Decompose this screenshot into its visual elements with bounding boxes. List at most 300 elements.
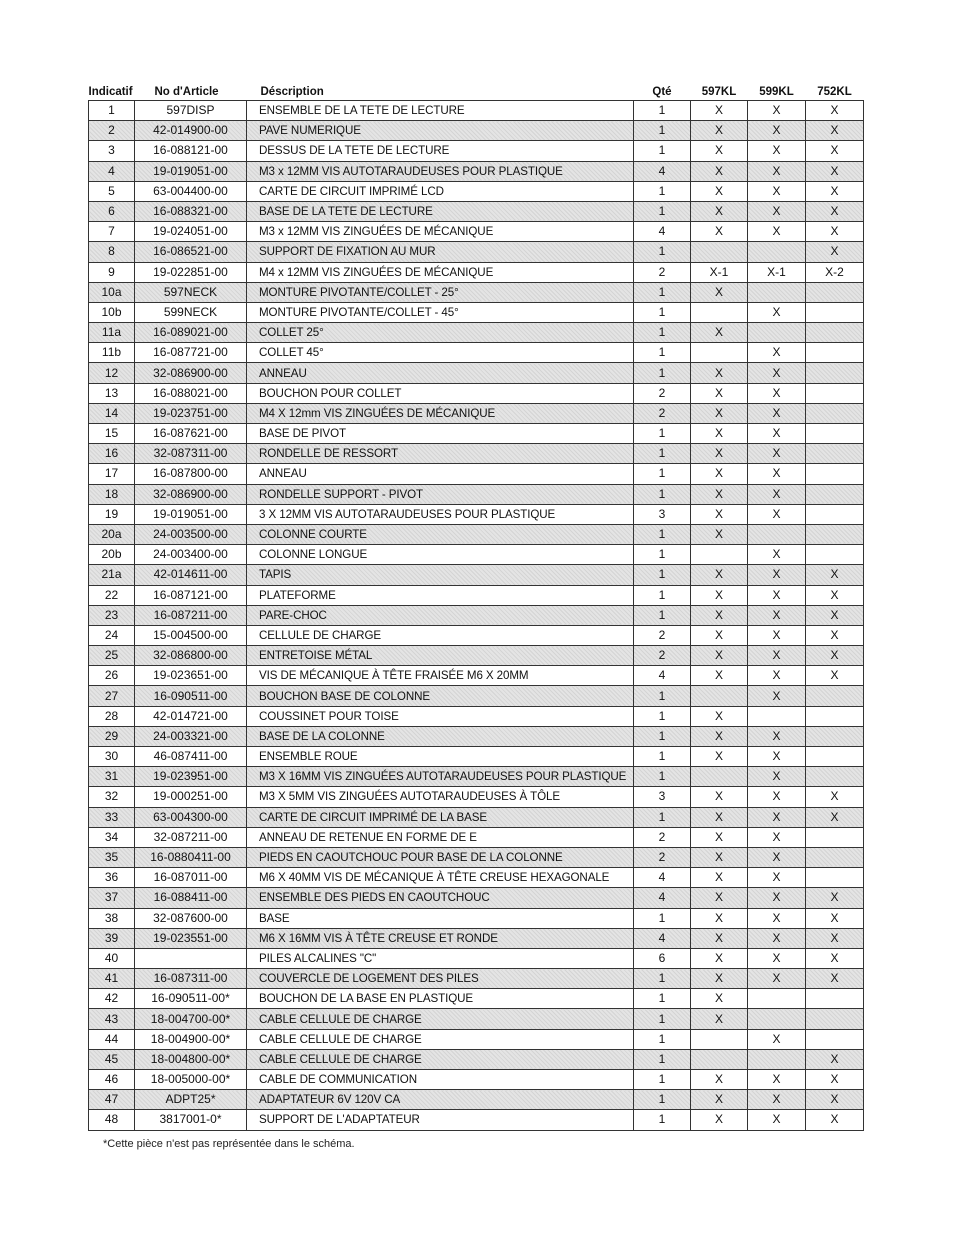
cell-599kl: X	[748, 201, 806, 221]
cell-indicatif: 27	[89, 686, 135, 706]
cell-597kl: X	[691, 827, 748, 847]
cell-qte: 1	[634, 484, 691, 504]
cell-qte: 1	[634, 242, 691, 262]
cell-indicatif: 10a	[89, 282, 135, 302]
cell-qte: 1	[634, 323, 691, 343]
parts-table	[88, 80, 864, 1131]
cell-qte: 1	[634, 726, 691, 746]
cell-description: M4 X 12mm VIS ZINGUÉES DE MÉCANIQUE	[247, 403, 634, 423]
cell-indicatif: 48	[89, 1110, 135, 1130]
cell-qte: 1	[634, 464, 691, 484]
cell-597kl: X	[691, 747, 748, 767]
cell-description: COLONNE LONGUE	[247, 545, 634, 565]
cell-article: 16-090511-00	[135, 686, 247, 706]
cell-indicatif: 46	[89, 1070, 135, 1090]
cell-article: 19-022851-00	[135, 262, 247, 282]
cell-indicatif: 39	[89, 928, 135, 948]
cell-qte: 1	[634, 545, 691, 565]
cell-description: BOUCHON POUR COLLET	[247, 383, 634, 403]
cell-597kl: X	[691, 989, 748, 1009]
cell-indicatif: 1	[89, 101, 135, 121]
cell-article: 15-004500-00	[135, 625, 247, 645]
cell-description: M3 x 12MM VIS AUTOTARAUDEUSES POUR PLASTIQUE	[247, 161, 634, 181]
cell-qte: 2	[634, 262, 691, 282]
cell-description: ENTRETOISE MÉTAL	[247, 646, 634, 666]
cell-qte: 4	[634, 222, 691, 242]
table-row	[89, 625, 864, 645]
cell-599kl: X	[748, 1029, 806, 1049]
cell-qte: 4	[634, 888, 691, 908]
cell-597kl	[691, 545, 748, 565]
cell-599kl: X	[748, 888, 806, 908]
cell-qte: 1	[634, 201, 691, 221]
cell-752kl	[806, 484, 864, 504]
cell-752kl	[806, 767, 864, 787]
cell-description: 3 X 12MM VIS AUTOTARAUDEUSES POUR PLASTIQUE	[247, 504, 634, 524]
cell-description: MONTURE PIVOTANTE/COLLET - 25°	[247, 282, 634, 302]
cell-599kl: X	[748, 383, 806, 403]
cell-752kl	[806, 403, 864, 423]
cell-description: MONTURE PIVOTANTE/COLLET - 45°	[247, 302, 634, 322]
cell-article: 16-087800-00	[135, 464, 247, 484]
cell-597kl: X	[691, 969, 748, 989]
cell-indicatif: 11b	[89, 343, 135, 363]
cell-description: ENSEMBLE DE LA TETE DE LECTURE	[247, 101, 634, 121]
cell-599kl: X	[748, 161, 806, 181]
cell-597kl: X	[691, 948, 748, 968]
cell-752kl: X	[806, 807, 864, 827]
cell-indicatif: 13	[89, 383, 135, 403]
cell-article: 32-087211-00	[135, 827, 247, 847]
table-row	[89, 1029, 864, 1049]
cell-qte: 1	[634, 121, 691, 141]
cell-752kl: X	[806, 161, 864, 181]
cell-description: ENSEMBLE DES PIEDS EN CAOUTCHOUC	[247, 888, 634, 908]
cell-597kl: X	[691, 706, 748, 726]
cell-752kl	[806, 847, 864, 867]
cell-599kl	[748, 323, 806, 343]
cell-599kl: X	[748, 767, 806, 787]
cell-qte: 1	[634, 524, 691, 544]
cell-article: 32-086900-00	[135, 363, 247, 383]
table-row	[89, 827, 864, 847]
cell-599kl: X	[748, 141, 806, 161]
cell-qte: 1	[634, 424, 691, 444]
cell-599kl	[748, 989, 806, 1009]
cell-article: 19-023751-00	[135, 403, 247, 423]
cell-597kl	[691, 1029, 748, 1049]
table-row	[89, 989, 864, 1009]
cell-indicatif: 8	[89, 242, 135, 262]
cell-article: 16-087121-00	[135, 585, 247, 605]
cell-description: DESSUS DE LA TETE DE LECTURE	[247, 141, 634, 161]
cell-599kl: X	[748, 343, 806, 363]
cell-qte: 1	[634, 908, 691, 928]
cell-indicatif: 37	[89, 888, 135, 908]
cell-qte: 1	[634, 101, 691, 121]
table-row	[89, 565, 864, 585]
cell-article: 46-087411-00	[135, 747, 247, 767]
cell-indicatif: 2	[89, 121, 135, 141]
cell-indicatif: 47	[89, 1090, 135, 1110]
cell-description: ANNEAU	[247, 464, 634, 484]
cell-description: BASE	[247, 908, 634, 928]
cell-597kl: X	[691, 726, 748, 746]
table-row	[89, 424, 864, 444]
table-row	[89, 868, 864, 888]
table-row	[89, 686, 864, 706]
table-row	[89, 323, 864, 343]
table-row	[89, 1049, 864, 1069]
cell-597kl	[691, 302, 748, 322]
table-row	[89, 464, 864, 484]
cell-description: ANNEAU DE RETENUE EN FORME DE E	[247, 827, 634, 847]
cell-752kl: X	[806, 969, 864, 989]
footnote: *Cette pièce n'est pas représentée dans le schéma.	[103, 1138, 355, 1150]
cell-article: 18-004800-00*	[135, 1049, 247, 1069]
cell-article: 3817001-0*	[135, 1110, 247, 1130]
cell-article: 16-088411-00	[135, 888, 247, 908]
cell-description: CABLE CELLULE DE CHARGE	[247, 1029, 634, 1049]
cell-599kl: X	[748, 787, 806, 807]
cell-indicatif: 4	[89, 161, 135, 181]
cell-indicatif: 20a	[89, 524, 135, 544]
table-row	[89, 1070, 864, 1090]
cell-article: 16-086521-00	[135, 242, 247, 262]
cell-752kl: X	[806, 201, 864, 221]
table-row	[89, 726, 864, 746]
cell-description: RONDELLE SUPPORT - PIVOT	[247, 484, 634, 504]
cell-752kl: X	[806, 181, 864, 201]
cell-article: 16-088021-00	[135, 383, 247, 403]
cell-597kl: X	[691, 605, 748, 625]
cell-qte: 1	[634, 302, 691, 322]
cell-indicatif: 15	[89, 424, 135, 444]
cell-599kl: X	[748, 101, 806, 121]
cell-752kl: X	[806, 625, 864, 645]
cell-indicatif: 36	[89, 868, 135, 888]
cell-752kl	[806, 726, 864, 746]
cell-description: M3 X 5MM VIS ZINGUÉES AUTOTARAUDEUSES À TÔLE	[247, 787, 634, 807]
cell-597kl: X	[691, 464, 748, 484]
cell-indicatif: 30	[89, 747, 135, 767]
cell-article: 19-023651-00	[135, 666, 247, 686]
cell-599kl: X	[748, 666, 806, 686]
cell-599kl: X	[748, 1110, 806, 1130]
table-row	[89, 605, 864, 625]
cell-description: PLATEFORME	[247, 585, 634, 605]
cell-599kl: X	[748, 403, 806, 423]
cell-indicatif: 28	[89, 706, 135, 726]
cell-597kl: X-1	[691, 262, 748, 282]
cell-752kl: X	[806, 666, 864, 686]
cell-597kl: X	[691, 323, 748, 343]
cell-599kl: X	[748, 807, 806, 827]
cell-description: BASE DE LA TETE DE LECTURE	[247, 201, 634, 221]
cell-article: 32-086800-00	[135, 646, 247, 666]
table-body	[89, 101, 864, 1131]
cell-description: SUPPORT DE L'ADAPTATEUR	[247, 1110, 634, 1130]
cell-qte: 1	[634, 686, 691, 706]
cell-indicatif: 24	[89, 625, 135, 645]
cell-597kl: X	[691, 1090, 748, 1110]
cell-752kl	[806, 545, 864, 565]
cell-qte: 1	[634, 605, 691, 625]
cell-qte: 1	[634, 989, 691, 1009]
cell-description: CABLE CELLULE DE CHARGE	[247, 1049, 634, 1069]
cell-752kl	[806, 444, 864, 464]
parts-list-sheet	[88, 80, 863, 1131]
cell-qte: 1	[634, 1029, 691, 1049]
cell-article: 19-019051-00	[135, 161, 247, 181]
cell-qte: 2	[634, 646, 691, 666]
cell-597kl: X	[691, 201, 748, 221]
cell-752kl	[806, 827, 864, 847]
cell-597kl: X	[691, 928, 748, 948]
cell-indicatif: 31	[89, 767, 135, 787]
cell-indicatif: 43	[89, 1009, 135, 1029]
header-model-752kl: 752KL	[817, 86, 852, 98]
cell-599kl: X	[748, 686, 806, 706]
cell-description: BOUCHON BASE DE COLONNE	[247, 686, 634, 706]
cell-597kl: X	[691, 666, 748, 686]
cell-599kl: X	[748, 504, 806, 524]
cell-description: M3 x 12MM VIS ZINGUÉES DE MÉCANIQUE	[247, 222, 634, 242]
cell-599kl: X	[748, 969, 806, 989]
cell-article: 24-003400-00	[135, 545, 247, 565]
cell-597kl: X	[691, 484, 748, 504]
cell-752kl	[806, 1029, 864, 1049]
cell-597kl: X	[691, 807, 748, 827]
cell-indicatif: 40	[89, 948, 135, 968]
cell-description: ADAPTATEUR 6V 120V CA	[247, 1090, 634, 1110]
cell-article: 32-087311-00	[135, 444, 247, 464]
table-row	[89, 484, 864, 504]
cell-article: 42-014900-00	[135, 121, 247, 141]
cell-article: 16-090511-00*	[135, 989, 247, 1009]
table-row	[89, 181, 864, 201]
table-row	[89, 666, 864, 686]
table-row	[89, 807, 864, 827]
table-row	[89, 201, 864, 221]
table-row	[89, 888, 864, 908]
cell-752kl	[806, 464, 864, 484]
cell-description: CARTE DE CIRCUIT IMPRIMÉ DE LA BASE	[247, 807, 634, 827]
cell-752kl: X	[806, 605, 864, 625]
cell-752kl: X	[806, 787, 864, 807]
cell-description: BASE DE PIVOT	[247, 424, 634, 444]
table-row	[89, 928, 864, 948]
cell-752kl	[806, 989, 864, 1009]
table-row	[89, 847, 864, 867]
cell-599kl	[748, 282, 806, 302]
table-row	[89, 787, 864, 807]
cell-qte: 1	[634, 181, 691, 201]
cell-article: 32-087600-00	[135, 908, 247, 928]
cell-599kl	[748, 706, 806, 726]
table-row	[89, 282, 864, 302]
cell-indicatif: 41	[89, 969, 135, 989]
cell-indicatif: 38	[89, 908, 135, 928]
cell-752kl: X	[806, 1049, 864, 1069]
cell-article: 42-014611-00	[135, 565, 247, 585]
cell-599kl: X	[748, 181, 806, 201]
cell-indicatif: 5	[89, 181, 135, 201]
cell-752kl: X	[806, 585, 864, 605]
cell-599kl	[748, 524, 806, 544]
cell-description: M3 X 16MM VIS ZINGUÉES AUTOTARAUDEUSES POUR PLASTIQUE	[247, 767, 634, 787]
cell-indicatif: 22	[89, 585, 135, 605]
table-row	[89, 444, 864, 464]
cell-597kl: X	[691, 585, 748, 605]
cell-article: 19-023551-00	[135, 928, 247, 948]
cell-indicatif: 35	[89, 847, 135, 867]
cell-599kl: X	[748, 444, 806, 464]
cell-597kl	[691, 343, 748, 363]
cell-597kl: X	[691, 504, 748, 524]
cell-597kl: X	[691, 101, 748, 121]
table-row	[89, 403, 864, 423]
cell-qte: 2	[634, 847, 691, 867]
cell-article: 599NECK	[135, 302, 247, 322]
cell-qte: 1	[634, 585, 691, 605]
cell-599kl: X	[748, 222, 806, 242]
cell-description: PAVE NUMERIQUE	[247, 121, 634, 141]
cell-description: M6 X 40MM VIS DE MÉCANIQUE À TÊTE CREUSE HEXAGONALE	[247, 868, 634, 888]
cell-article: 18-004700-00*	[135, 1009, 247, 1029]
cell-description: CABLE CELLULE DE CHARGE	[247, 1009, 634, 1029]
cell-article	[135, 948, 247, 968]
cell-752kl	[806, 282, 864, 302]
cell-752kl: X	[806, 1090, 864, 1110]
cell-752kl	[806, 383, 864, 403]
cell-qte: 1	[634, 747, 691, 767]
cell-752kl: X	[806, 1110, 864, 1130]
cell-597kl: X	[691, 524, 748, 544]
cell-description: SUPPORT DE FIXATION AU MUR	[247, 242, 634, 262]
cell-indicatif: 9	[89, 262, 135, 282]
cell-752kl	[806, 363, 864, 383]
cell-597kl	[691, 1049, 748, 1069]
cell-description: PIEDS EN CAOUTCHOUC POUR BASE DE LA COLONNE	[247, 847, 634, 867]
cell-752kl: X	[806, 222, 864, 242]
cell-indicatif: 23	[89, 605, 135, 625]
cell-description: COUVERCLE DE LOGEMENT DES PILES	[247, 969, 634, 989]
cell-599kl: X-1	[748, 262, 806, 282]
cell-qte: 1	[634, 767, 691, 787]
cell-indicatif: 18	[89, 484, 135, 504]
header-model-597kl: 597KL	[701, 86, 737, 98]
cell-article: 18-005000-00*	[135, 1070, 247, 1090]
cell-article: 16-087311-00	[135, 969, 247, 989]
table-row	[89, 222, 864, 242]
cell-description: CARTE DE CIRCUIT IMPRIMÉ LCD	[247, 181, 634, 201]
cell-description: BASE DE LA COLONNE	[247, 726, 634, 746]
cell-599kl: X	[748, 847, 806, 867]
cell-qte: 1	[634, 1049, 691, 1069]
table-row	[89, 262, 864, 282]
cell-597kl: X	[691, 847, 748, 867]
table-row	[89, 242, 864, 262]
table-row	[89, 161, 864, 181]
table-row	[89, 121, 864, 141]
cell-qte: 3	[634, 504, 691, 524]
cell-597kl: X	[691, 868, 748, 888]
cell-article: 63-004300-00	[135, 807, 247, 827]
cell-597kl: X	[691, 181, 748, 201]
cell-qte: 1	[634, 807, 691, 827]
cell-description: PILES ALCALINES "C"	[247, 948, 634, 968]
cell-indicatif: 44	[89, 1029, 135, 1049]
cell-597kl	[691, 242, 748, 262]
cell-article: 32-086900-00	[135, 484, 247, 504]
cell-qte: 1	[634, 1070, 691, 1090]
table-row	[89, 545, 864, 565]
cell-599kl: X	[748, 928, 806, 948]
cell-description: TAPIS	[247, 565, 634, 585]
cell-599kl: X	[748, 868, 806, 888]
table-row	[89, 141, 864, 161]
cell-752kl	[806, 1009, 864, 1029]
cell-article: 18-004900-00*	[135, 1029, 247, 1049]
cell-752kl: X	[806, 242, 864, 262]
cell-599kl	[748, 242, 806, 262]
cell-indicatif: 45	[89, 1049, 135, 1069]
table-row	[89, 383, 864, 403]
table-row	[89, 585, 864, 605]
cell-qte: 1	[634, 343, 691, 363]
cell-indicatif: 12	[89, 363, 135, 383]
cell-indicatif: 21a	[89, 565, 135, 585]
cell-qte: 1	[634, 969, 691, 989]
cell-599kl: X	[748, 726, 806, 746]
cell-597kl: X	[691, 383, 748, 403]
cell-597kl: X	[691, 1070, 748, 1090]
cell-indicatif: 17	[89, 464, 135, 484]
table-row	[89, 1009, 864, 1029]
table-row	[89, 1110, 864, 1130]
cell-752kl: X	[806, 908, 864, 928]
cell-article: 16-087621-00	[135, 424, 247, 444]
cell-599kl: X	[748, 363, 806, 383]
cell-qte: 2	[634, 383, 691, 403]
cell-752kl	[806, 302, 864, 322]
table-row	[89, 504, 864, 524]
cell-752kl	[806, 747, 864, 767]
header-description: Déscription	[260, 86, 324, 98]
cell-article: ADPT25*	[135, 1090, 247, 1110]
table-row	[89, 101, 864, 121]
cell-article: 597DISP	[135, 101, 247, 121]
cell-indicatif: 29	[89, 726, 135, 746]
cell-article: 16-087211-00	[135, 605, 247, 625]
table-header	[89, 80, 864, 101]
cell-indicatif: 26	[89, 666, 135, 686]
table-row	[89, 747, 864, 767]
cell-752kl	[806, 343, 864, 363]
cell-indicatif: 14	[89, 403, 135, 423]
cell-597kl: X	[691, 625, 748, 645]
cell-indicatif: 33	[89, 807, 135, 827]
cell-qte: 1	[634, 706, 691, 726]
cell-597kl: X	[691, 444, 748, 464]
cell-752kl	[806, 424, 864, 444]
header-indicatif: Indicatif	[88, 86, 133, 98]
table-row	[89, 363, 864, 383]
cell-article: 24-003500-00	[135, 524, 247, 544]
table-row	[89, 302, 864, 322]
cell-qte: 4	[634, 666, 691, 686]
